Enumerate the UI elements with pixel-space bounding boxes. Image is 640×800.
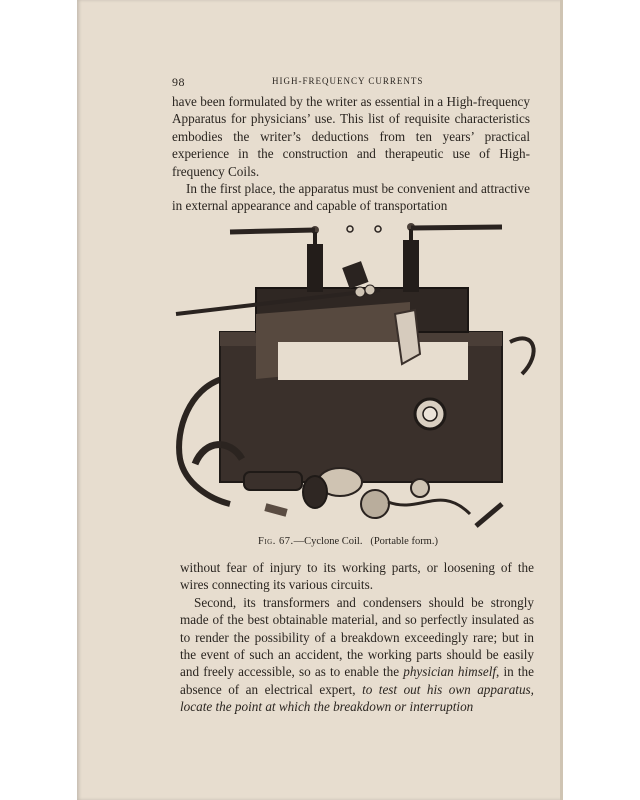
lid-opening-illustration [278,342,468,380]
paragraph-second: Second, its transformers and condensers should be strongly made of the best obtainable material, and so perfectly insulated as to render the possibility of a breakdown exceedingly rare; but in the event of such an accident, the working parts should be easily and freely accessible, so as to enable the physician himself, in the absence of an electrical expert, to test out his own apparatus, locate the point at which the breakdown or interruption [180,594,534,715]
page-edge [560,0,563,800]
body-text-bottom [180,559,534,716]
figure-caption [258,536,438,547]
figure-note: (Portable form.) [370,536,438,547]
handle-electrode-illustration [244,472,302,490]
figure-number: Fig. 67. [258,536,294,547]
cable-right-illustration [510,338,534,374]
paragraph-continuation: have been formulated by the writer as essential in a High-frequency Apparatus for physicians’ use. This list of requisite characteristics embodies the writer’s deductions from ten years’ practical experience in the construction and therapeutic use of High-frequency Coils. [172,94,530,179]
running-title: HIGH-FREQUENCY CURRENTS [272,76,424,86]
electrode-holder-illustration [303,476,327,508]
emphasis-physician: physician himself [403,664,497,680]
body-text-top [172,93,530,215]
paragraph-first-place: In the first place, the apparatus must be convenient and attractive in external appearance and capable of transportation [172,181,530,214]
figure-title: —Cyclone Coil. [293,536,363,547]
post-left-illustration [307,244,323,292]
cyclone-coil-illustration [170,214,542,532]
rod-right-illustration [411,227,502,228]
emphasis-test-apparatus: to test out his own apparatus, locate the point at which the breakdown or interruption [180,681,534,715]
rod-left-illustration [230,230,315,232]
page-number: 98 [172,75,185,89]
round-electrode-illustration [361,490,389,518]
post-right-illustration [403,240,419,292]
paragraph-transport-continued: without fear of injury to its working parts, or loosening of the wires connecting its various circuits. [180,560,534,593]
wire-bundle-illustration [388,500,470,514]
loose-electrode-illustration [476,504,502,526]
